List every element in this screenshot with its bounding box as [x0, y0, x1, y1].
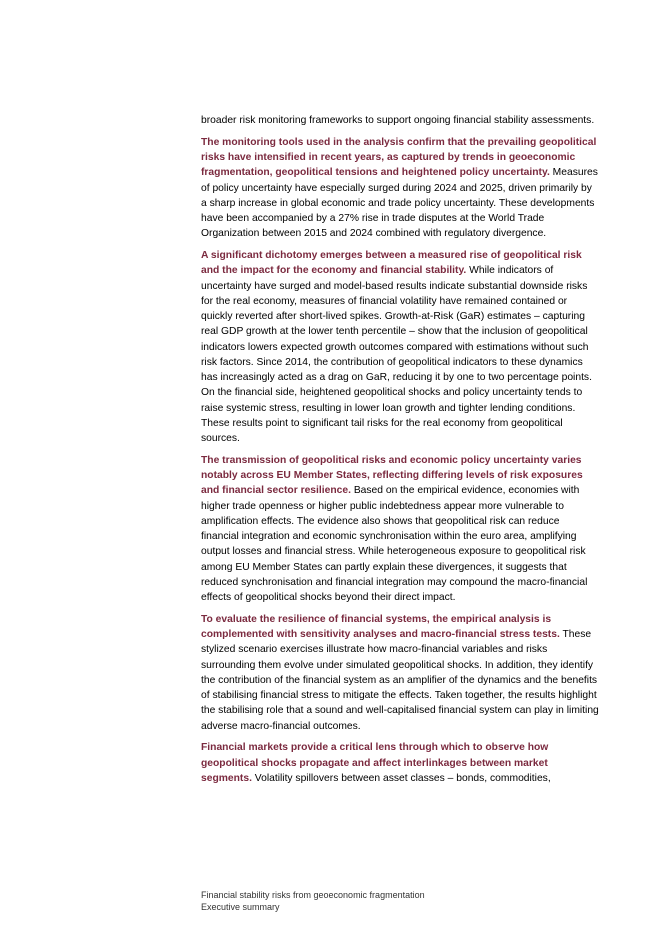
paragraph-resilience [201, 612, 599, 734]
paragraph-body: Measures of policy uncertainty have especially surged during 2024 and 2025, driven primarily by a sharp increase in global economic and trade policy uncertainty. These developments have been accompanied by a 27% rise in trade disputes at the World Trade Organization between 2015 and 2024 combined with regulatory divergence. [201, 167, 598, 240]
paragraph-lead: To evaluate the resilience of financial systems, the empirical analysis is complemented with sensitivity analyses and macro-financial stress tests. [201, 613, 560, 640]
paragraph-continuation [201, 113, 599, 128]
page-footer [201, 890, 599, 913]
document-body [201, 113, 599, 793]
paragraph-geopolitical-risks-intensified [201, 135, 599, 242]
footer-section: Executive summary [201, 901, 280, 912]
paragraph-body: While indicators of uncertainty have surged and model-based results indicate substantial downside risks for the real economy, measures of financial volatility have remained contained or quickly reverted after short-lived spikes. Growth-at-Risk (GaR) estimates – capturing real GDP growth at the lower tenth percentile – show that the inclusion of geopolitical indicators lowers expected growth outcomes compared with estimations without such risk factors. Since 2014, the contribution of geopolitical indicators to these dynamics has increasingly acted as a drag on GaR, reducing it by one to two percentage points. On the financial side, heightened geopolitical shocks and policy uncertainty tends to raise systemic stress, resulting in lower loan growth and tighter lending conditions. These results point to significant tail risks for the real economy from geopolitical sources. [201, 265, 592, 444]
paragraph-lead: The monitoring tools used in the analysis confirm that the prevailing geopolitical risks have intensified in recent years, as captured by trends in geoeconomic fragmentation, geopolitical tensions and heightened policy uncertainty. [201, 136, 597, 179]
footer-title: Financial stability risks from geoeconomic fragmentation [201, 890, 425, 900]
paragraph-transmission [201, 453, 599, 606]
paragraph-lead: The transmission of geopolitical risks and economic policy uncertainty varies notably across EU Member States, reflecting differing levels of risk exposures and financial sector resilience. [201, 454, 583, 497]
paragraph-lead: Financial markets provide a critical lens through which to observe how geopolitical shocks propagate and affect interlinkages between market segments. [201, 742, 549, 784]
paragraph-body: These stylized scenario exercises illustrate how macro-financial variables and risks surrounding them evolve under simulated geopolitical shocks. In addition, they identify the contribution of the financial system as an amplifier of the dynamics and the benefits of stabilising financial stress to mitigate the effects. Taken together, the results highlight the stabilising role that a sound and well-capitalised financial system can play in limiting adverse macro-financial outcomes. [201, 629, 599, 732]
paragraph-lead: A significant dichotomy emerges between a measured rise of geopolitical risk and the impact for the economy and financial stability. [201, 250, 582, 277]
paragraph-body: Based on the empirical evidence, economies with higher trade openness or higher public indebtedness appear more vulnerable to amplification effects. The evidence also shows that geopolitical risk can reduce financial integration and economic synchronisation within the euro area, amplifying output losses and financial stress. While heterogeneous exposure to geopolitical risk among EU Member States can partly explain these divergences, it suggests that reduced synchronisation and financial integration may compound the macro-financial effects of geopolitical shocks beyond their direct impact. [201, 485, 588, 603]
paragraph-financial-markets [201, 740, 599, 786]
paragraph-body: broader risk monitoring frameworks to support ongoing financial stability assessments. [201, 115, 595, 126]
paragraph-dichotomy [201, 248, 599, 446]
paragraph-body: Volatility spillovers between asset classes – bonds, commodities, [251, 772, 551, 784]
